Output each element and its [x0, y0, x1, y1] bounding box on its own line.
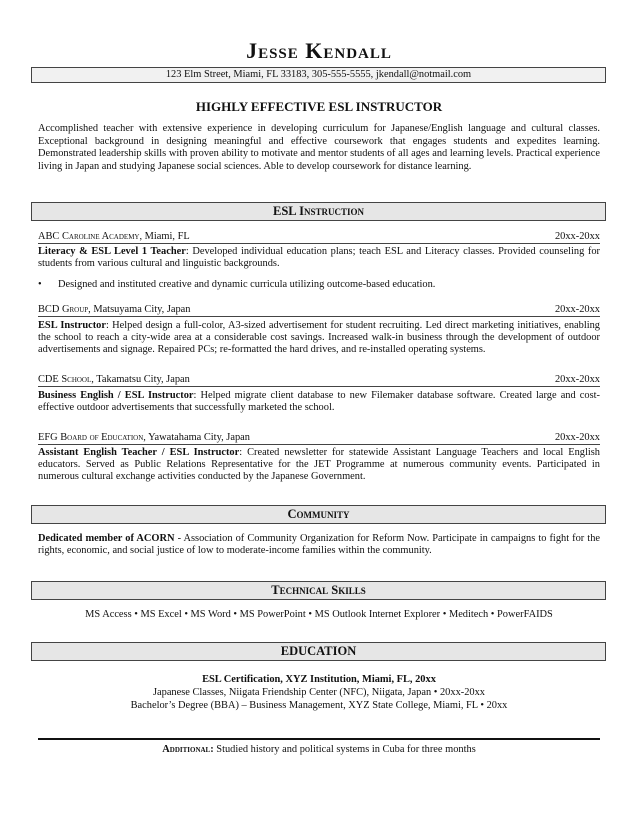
job-1-employer: ABC Caroline Academy — [38, 231, 140, 242]
candidate-name: Jesse Kendall — [246, 38, 392, 63]
job-3-description-block — [38, 390, 600, 414]
job-1-bullet-text: Designed and instituted creative and dynamic curricula utilizing outcome-based education. — [58, 279, 436, 290]
job-4-header — [38, 431, 600, 444]
community-lead: Dedicated member of ACORN — [38, 533, 175, 544]
job-4-description: : Created newsletter for statewide Assistant Language Teachers and local English educators. Served as Public Relations Representative for the JET Programme at numerous community events. Participated in numerous cultural exchange activities conducted by the Japanese Government. — [38, 447, 600, 482]
job-1-rule — [38, 243, 600, 244]
job-1-bullet — [38, 279, 600, 291]
job-4-rule — [38, 444, 600, 445]
job-3-header — [38, 373, 600, 386]
job-2-description: : Helped design a full-color, A3-sized advertisement for student recruiting. Led direct marketing initiatives, enabling the school to reach a city-wide area at a considerable cost savings. Increased walk-in business through the development of outdoor advertisements and signage. Repaired PCs; re-formatted the hard drives, and re-installed operating systems. — [38, 320, 601, 355]
job-1-title: Literacy & ESL Level 1 Teacher — [38, 246, 186, 257]
section-community: Community — [31, 505, 606, 524]
job-1-description: : Developed individual education plans; teach ESL and Literacy classes. Provided counseling for students from various cultural and linguistic backgrounds. — [38, 246, 600, 269]
job-1-location: , Miami, FL — [139, 231, 190, 242]
education-line-1: ESL Certification, XYZ Institution, Miami, FL, 20xx — [202, 674, 436, 685]
job-2-location: , Matsuyama City, Japan — [88, 304, 191, 315]
job-4-employer: EFG Board of Education — [38, 432, 144, 443]
job-1-dates: 20xx-20xx — [554, 231, 600, 242]
summary: Accomplished teacher with extensive experience in developing curriculum for Japanese/English language and cultural classes. Exceptional background in designing meaningful and effective coursework that engages students and expedites learning. Demonstrated leadership skills with proven ability to motivate and mentor students of all ages and learning levels. Practical experience living in Japan and studying Japanese social sciences. Able to develop coursework for distance learning. — [38, 123, 600, 172]
job-2-title: ESL Instructor — [38, 320, 106, 331]
skills-list: MS Access • MS Excel • MS Word • MS PowerPoint • MS Outlook Internet Explorer • Meditech • PowerFAIDS — [85, 609, 553, 620]
job-4-dates: 20xx-20xx — [554, 432, 600, 443]
job-4-title: Assistant English Teacher / ESL Instructor — [38, 447, 240, 458]
contact-info: 123 Elm Street, Miami, FL 33183, 305-555-5555, jkendall@notmail.com — [31, 67, 606, 83]
job-2-description-block — [38, 320, 600, 356]
section-technical-skills: Technical Skills — [31, 581, 606, 600]
job-2-rule — [38, 316, 600, 317]
education-line-3: Bachelor’s Degree (BBA) – Business Management, XYZ State College, Miami, FL • 20xx — [130, 700, 508, 711]
additional-label: Additional: — [162, 744, 214, 755]
job-3-description: : Helped migrate client database to new Filemaker database software. Created large and cost-effective outdoor advertisements that successfully marketed the school. — [38, 390, 600, 413]
bullet-icon: • — [38, 279, 42, 290]
job-3-rule — [38, 386, 600, 387]
job-3-title: Business English / ESL Instructor — [38, 390, 194, 401]
job-1-description-block — [38, 246, 600, 270]
job-2-employer: BCD Group — [38, 304, 89, 315]
job-3-employer: CDE School — [38, 374, 92, 385]
job-2-dates: 20xx-20xx — [554, 304, 600, 315]
job-4-description-block — [38, 447, 600, 483]
job-3-location: , Takamatsu City, Japan — [91, 374, 190, 385]
additional-divider — [38, 738, 600, 740]
section-education: EDUCATION — [31, 642, 606, 661]
section-esl-instruction: ESL Instruction — [31, 202, 606, 221]
community-text: - Association of Community Organization for Reform Now. Participate in campaigns to fight for the rights, economic, and social justice of low to moderate-income families within the community. — [38, 533, 601, 556]
job-4-location: , Yawatahama City, Japan — [143, 432, 250, 443]
job-1-header — [38, 230, 600, 243]
job-2-header — [38, 303, 600, 316]
headline: HIGHLY EFFECTIVE ESL INSTRUCTOR — [195, 99, 443, 114]
additional-block — [0, 743, 638, 756]
additional-text: Studied history and political systems in Cuba for three months — [213, 744, 476, 755]
education-line-2: Japanese Classes, Niigata Friendship Center (NFC), Niigata, Japan • 20xx-20xx — [152, 687, 486, 698]
job-3-dates: 20xx-20xx — [554, 374, 600, 385]
community-text-block — [38, 533, 600, 557]
